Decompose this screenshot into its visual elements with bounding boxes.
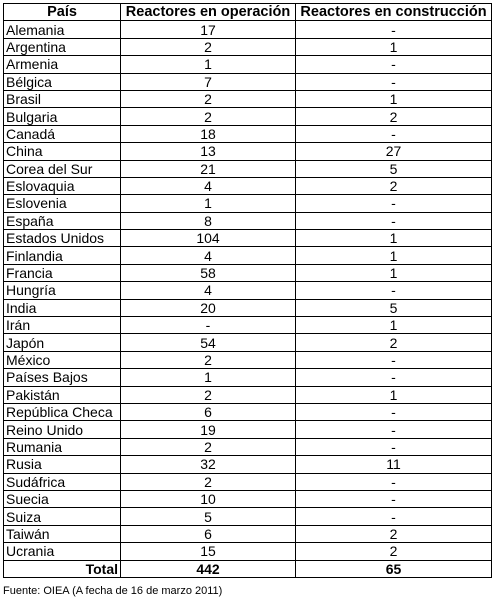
table-row — [4, 73, 492, 90]
construction-cell: 1 — [296, 264, 492, 281]
country-cell: Francia — [4, 264, 121, 281]
table-row — [4, 525, 492, 542]
table-row — [4, 21, 492, 38]
construction-cell: 2 — [296, 108, 492, 125]
operating-cell: 32 — [121, 456, 296, 473]
operating-cell: 4 — [121, 247, 296, 264]
table-row — [4, 160, 492, 177]
operating-cell: 2 — [121, 386, 296, 403]
construction-cell: - — [296, 125, 492, 142]
operating-cell: 19 — [121, 421, 296, 438]
operating-cell: 2 — [121, 90, 296, 107]
table-row — [4, 282, 492, 299]
country-cell: Taiwán — [4, 525, 121, 542]
table-row — [4, 143, 492, 160]
construction-cell: 2 — [296, 543, 492, 560]
construction-cell: 2 — [296, 334, 492, 351]
country-cell: Países Bajos — [4, 369, 121, 386]
construction-cell: 1 — [296, 247, 492, 264]
operating-cell: 18 — [121, 125, 296, 142]
table-row — [4, 230, 492, 247]
table-row — [4, 334, 492, 351]
header-country: País — [4, 4, 121, 21]
construction-cell: 2 — [296, 177, 492, 194]
country-cell: China — [4, 143, 121, 160]
country-cell: Pakistán — [4, 386, 121, 403]
operating-cell: 2 — [121, 351, 296, 368]
construction-cell: - — [296, 21, 492, 38]
operating-cell: 7 — [121, 73, 296, 90]
construction-cell: - — [296, 421, 492, 438]
country-cell: Suiza — [4, 508, 121, 525]
construction-cell: 1 — [296, 90, 492, 107]
country-cell: Bélgica — [4, 73, 121, 90]
country-cell: Corea del Sur — [4, 160, 121, 177]
operating-cell: 8 — [121, 212, 296, 229]
table-row — [4, 108, 492, 125]
total-row — [4, 560, 492, 577]
operating-cell: 1 — [121, 369, 296, 386]
operating-cell: 13 — [121, 143, 296, 160]
table-row — [4, 351, 492, 368]
table-header-row — [4, 4, 492, 21]
operating-cell: 2 — [121, 38, 296, 55]
operating-cell: 2 — [121, 473, 296, 490]
table-body — [4, 21, 492, 560]
table-row — [4, 473, 492, 490]
table-row — [4, 56, 492, 73]
table-row — [4, 299, 492, 316]
table-row — [4, 438, 492, 455]
country-cell: Argentina — [4, 38, 121, 55]
construction-cell: 5 — [296, 299, 492, 316]
country-cell: Rumania — [4, 438, 121, 455]
country-cell: Finlandia — [4, 247, 121, 264]
country-cell: España — [4, 212, 121, 229]
operating-cell: 21 — [121, 160, 296, 177]
operating-cell: 54 — [121, 334, 296, 351]
table-row — [4, 456, 492, 473]
table-row — [4, 317, 492, 334]
total-construction: 65 — [296, 560, 492, 577]
table-row — [4, 386, 492, 403]
construction-cell: - — [296, 282, 492, 299]
operating-cell: 10 — [121, 490, 296, 507]
operating-cell: 58 — [121, 264, 296, 281]
country-cell: Ucrania — [4, 543, 121, 560]
table-row — [4, 212, 492, 229]
country-cell: Eslovaquia — [4, 177, 121, 194]
operating-cell: 5 — [121, 508, 296, 525]
operating-cell: 2 — [121, 438, 296, 455]
construction-cell: - — [296, 73, 492, 90]
table-row — [4, 369, 492, 386]
construction-cell: 1 — [296, 230, 492, 247]
construction-cell: - — [296, 56, 492, 73]
construction-cell: 5 — [296, 160, 492, 177]
operating-cell: 4 — [121, 282, 296, 299]
header-operating: Reactores en operación — [121, 4, 296, 21]
country-cell: México — [4, 351, 121, 368]
operating-cell: 15 — [121, 543, 296, 560]
operating-cell: 1 — [121, 56, 296, 73]
table-row — [4, 195, 492, 212]
construction-cell: - — [296, 195, 492, 212]
operating-cell: 6 — [121, 525, 296, 542]
country-cell: Sudáfrica — [4, 473, 121, 490]
country-cell: Eslovenia — [4, 195, 121, 212]
table-row — [4, 125, 492, 142]
country-cell: Suecia — [4, 490, 121, 507]
construction-cell: - — [296, 351, 492, 368]
country-cell: Brasil — [4, 90, 121, 107]
header-construction: Reactores en construcción — [296, 4, 492, 21]
source-note: Fuente: OIEA (A fecha de 16 de marzo 2011) — [3, 585, 223, 597]
operating-cell: 1 — [121, 195, 296, 212]
table-row — [4, 403, 492, 420]
construction-cell: 1 — [296, 386, 492, 403]
country-cell: Estados Unidos — [4, 230, 121, 247]
table-row — [4, 508, 492, 525]
country-cell: Canadá — [4, 125, 121, 142]
country-cell: Alemania — [4, 21, 121, 38]
country-cell: Japón — [4, 334, 121, 351]
table-row — [4, 264, 492, 281]
country-cell: República Checa — [4, 403, 121, 420]
construction-cell: - — [296, 438, 492, 455]
construction-cell: - — [296, 212, 492, 229]
construction-cell: 1 — [296, 317, 492, 334]
table-row — [4, 543, 492, 560]
construction-cell: 11 — [296, 456, 492, 473]
construction-cell: - — [296, 473, 492, 490]
table-row — [4, 421, 492, 438]
operating-cell: 4 — [121, 177, 296, 194]
operating-cell: - — [121, 317, 296, 334]
total-label: Total — [4, 560, 121, 577]
country-cell: Hungría — [4, 282, 121, 299]
construction-cell: 1 — [296, 38, 492, 55]
operating-cell: 2 — [121, 108, 296, 125]
country-cell: Rusia — [4, 456, 121, 473]
reactors-table — [3, 3, 492, 578]
construction-cell: - — [296, 369, 492, 386]
country-cell: India — [4, 299, 121, 316]
country-cell: Irán — [4, 317, 121, 334]
construction-cell: 2 — [296, 525, 492, 542]
operating-cell: 20 — [121, 299, 296, 316]
table-row — [4, 90, 492, 107]
table-row — [4, 490, 492, 507]
construction-cell: 27 — [296, 143, 492, 160]
country-cell: Reino Unido — [4, 421, 121, 438]
total-operating: 442 — [121, 560, 296, 577]
operating-cell: 104 — [121, 230, 296, 247]
table-row — [4, 38, 492, 55]
operating-cell: 6 — [121, 403, 296, 420]
table-row — [4, 177, 492, 194]
construction-cell: - — [296, 508, 492, 525]
operating-cell: 17 — [121, 21, 296, 38]
country-cell: Armenia — [4, 56, 121, 73]
construction-cell: - — [296, 490, 492, 507]
table-row — [4, 247, 492, 264]
construction-cell: - — [296, 403, 492, 420]
country-cell: Bulgaria — [4, 108, 121, 125]
